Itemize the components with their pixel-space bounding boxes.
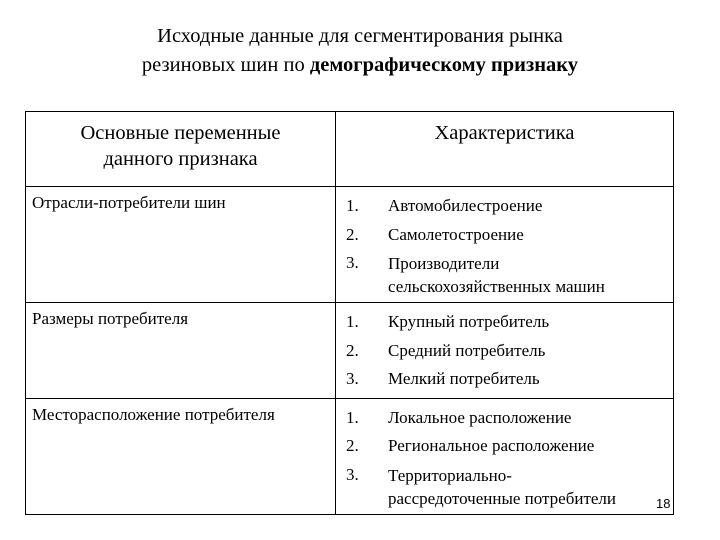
item-text: Средний потребитель: [388, 340, 546, 360]
header-variables-line-2: данного признака: [103, 148, 258, 170]
list-item: [346, 249, 669, 298]
row-label: Месторасположение потребителя: [26, 398, 336, 514]
item-number: 3.: [346, 369, 359, 388]
item-text: Автомобилестроение: [388, 196, 543, 215]
item-number: 2.: [346, 224, 359, 244]
table-row: [26, 398, 674, 514]
row-label: Размеры потребителя: [26, 303, 336, 399]
title-line-2: [0, 51, 720, 80]
segmentation-table: [25, 111, 674, 515]
list-item: [346, 221, 669, 250]
item-text: Самолетостроение: [388, 224, 524, 244]
item-text: Региональное расположение: [388, 436, 595, 455]
list-item: [346, 337, 669, 366]
title-line-2-bold: демографическому признаку: [309, 54, 579, 76]
row-characteristics: [336, 398, 674, 514]
list-item: [346, 461, 669, 510]
item-number: 3.: [346, 464, 359, 484]
list-item: [346, 192, 669, 221]
item-text: Локальное расположение: [388, 407, 572, 427]
page-number: 18: [656, 496, 671, 511]
title-line-1: Исходные данные для сегментирования рынка: [157, 25, 563, 47]
list-item: [346, 432, 669, 461]
item-text-line-2: рассредоточенные потребители: [388, 488, 617, 508]
row-characteristics: [336, 187, 674, 303]
header-characteristic: Характеристика: [336, 112, 674, 187]
item-number: 1.: [346, 312, 359, 331]
item-text: Мелкий потребитель: [388, 369, 540, 388]
header-variables-line-1: Основные переменные: [80, 122, 281, 144]
table-row: [26, 187, 674, 303]
item-number: 2.: [346, 436, 359, 455]
item-number: 1.: [346, 407, 359, 427]
table-row: [26, 303, 674, 399]
item-text: Крупный потребитель: [388, 312, 550, 331]
item-text: [388, 249, 669, 298]
item-number: 1.: [346, 196, 359, 215]
row-label: Отрасли-потребители шин: [26, 187, 336, 303]
header-variables: [26, 112, 336, 187]
list-item: [346, 365, 669, 394]
title-line-2-normal: резиновых шин по: [141, 54, 310, 76]
item-number: 3.: [346, 253, 359, 272]
slide-title: [0, 22, 720, 80]
table-header-row: [26, 112, 674, 187]
list-item: [346, 308, 669, 337]
item-text-line-1: Производители: [388, 254, 500, 273]
item-number: 2.: [346, 340, 359, 360]
item-text-line-1: Территориально-: [388, 465, 512, 485]
row-characteristics: [336, 303, 674, 399]
list-item: [346, 404, 669, 433]
item-text: [388, 461, 669, 510]
item-text-line-2: сельскохозяйственных машин: [388, 277, 605, 296]
